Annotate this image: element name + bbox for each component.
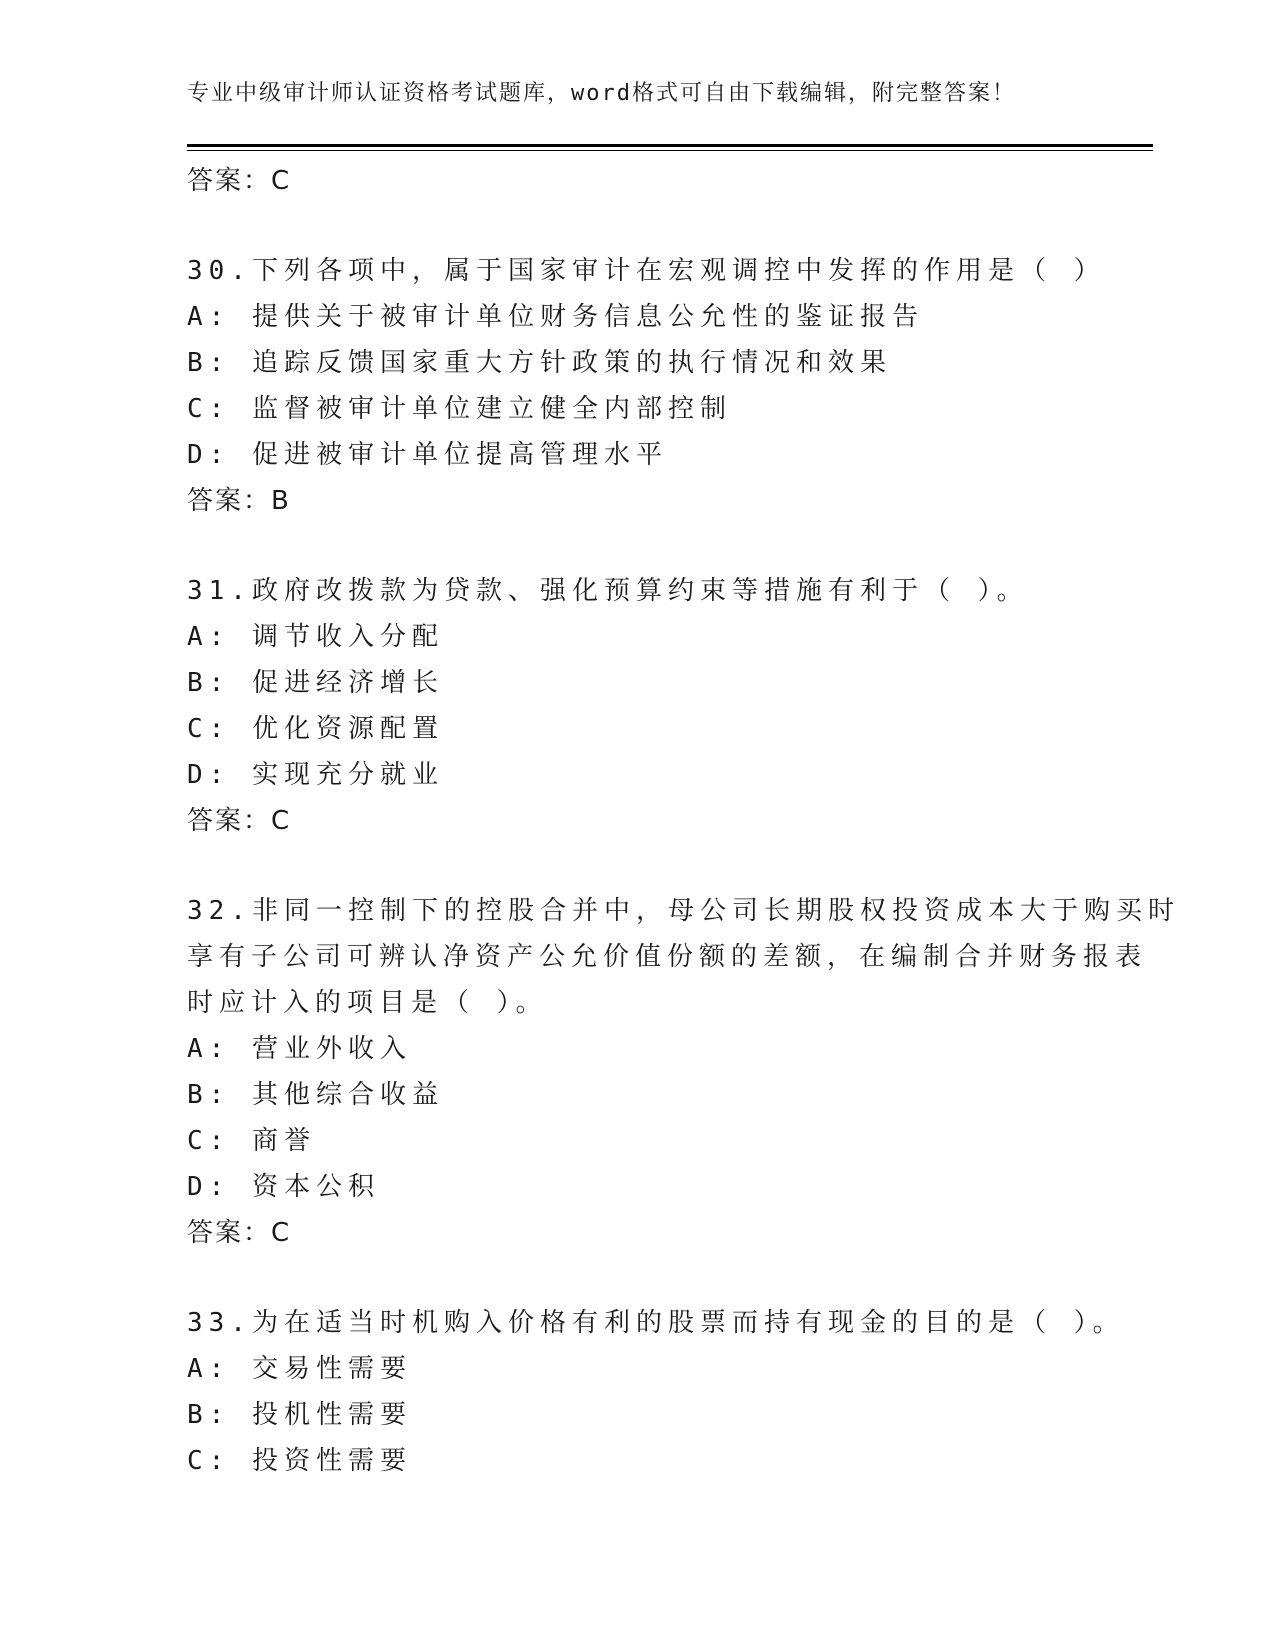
option-c: C: 商誉 — [187, 1126, 316, 1156]
option-c: C: 优化资源配置 — [187, 714, 444, 744]
question-block — [187, 888, 1180, 1256]
content-area — [187, 158, 1180, 1484]
option-b: B: 追踪反馈国家重大方针政策的执行情况和效果 — [187, 348, 892, 378]
question-text-line-3: 时应计入的项目是（ ）。 — [187, 988, 548, 1018]
option-d: D: 实现充分就业 — [187, 760, 444, 790]
spacer — [187, 204, 1087, 248]
answer-line: 答案：C — [187, 1218, 292, 1248]
question-text: 30.下列各项中，属于国家审计在宏观调控中发挥的作用是（ ） — [187, 256, 1106, 286]
question-block — [187, 248, 1106, 524]
question-text-line-1: 32.非同一控制下的控股合并中，母公司长期股权投资成本大于购买时 — [187, 896, 1180, 926]
question-block — [187, 568, 1087, 844]
answer-line: 答案：C — [187, 166, 292, 196]
question-block — [187, 1300, 1125, 1484]
option-b: B: 促进经济增长 — [187, 668, 444, 698]
spacer — [187, 1256, 1087, 1300]
header-rule-thick — [187, 144, 1153, 147]
option-a: A: 交易性需要 — [187, 1354, 412, 1384]
option-d: D: 资本公积 — [187, 1172, 380, 1202]
question-text: 33.为在适当时机购入价格有利的股票而持有现金的目的是（ ）。 — [187, 1308, 1125, 1338]
option-b: B: 其他综合收益 — [187, 1080, 444, 1110]
page-header: 专业中级审计师认证资格考试题库，word格式可自由下载编辑，附完整答案！ — [187, 81, 1016, 106]
spacer — [187, 844, 1087, 888]
option-a: A: 营业外收入 — [187, 1034, 412, 1064]
question-text: 31.政府改拨款为贷款、强化预算约束等措施有利于（ ）。 — [187, 576, 1029, 606]
option-a: A: 调节收入分配 — [187, 622, 444, 652]
option-c: C: 监督被审计单位建立健全内部控制 — [187, 394, 732, 424]
option-b: B: 投机性需要 — [187, 1400, 412, 1430]
option-a: A: 提供关于被审计单位财务信息公允性的鉴证报告 — [187, 302, 924, 332]
answer-line: 答案：B — [187, 486, 291, 516]
option-d: D: 促进被审计单位提高管理水平 — [187, 440, 668, 470]
spacer — [187, 524, 1087, 568]
answer-line: 答案：C — [187, 806, 292, 836]
header-rule-thin — [187, 150, 1153, 151]
option-c: C: 投资性需要 — [187, 1446, 412, 1476]
question-text-line-2: 享有子公司可辨认净资产公允价值份额的差额，在编制合并财务报表 — [187, 942, 1148, 972]
